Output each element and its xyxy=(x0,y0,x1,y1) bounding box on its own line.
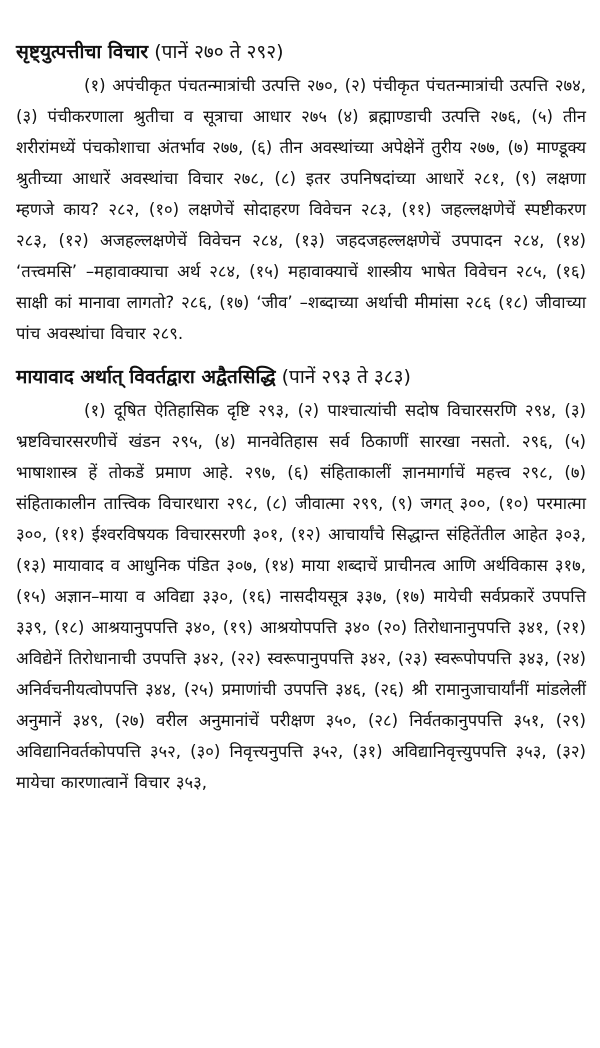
section-body: (१) दूषित ऐतिहासिक दृष्टि २९३, (२) पाश्चात्यांची सदोष विचारसरणि २९४, (३) भ्रष्टविचारसरणीचें खंडन २९५, (४) मानवेतिहास सर्व ठिकाणीं सारखा नसतो. २९६, (५) भाषाशास्त्र हें तोकडें प्रमाण आहे. २९७, (६) संहिताकालीं ज्ञानमार्गाचें महत्त्व २९८, (७) संहिताकालीन तात्त्विक विचारधारा २९८, (८) जीवात्मा २९९, (९) जगत् ३००, (१०) परमात्मा ३००, (११) ईश्वरविषयक विचारसरणी ३०१, (१२) आचार्यांचे सिद्धान्त संहितेंतील आहेत ३०३, (१३) मायावाद व आधुनिक पंडित ३०७, (१४) माया शब्दाचें प्राचीनत्व आणि अर्थविकास ३१७, (१५) अज्ञान–माया व अविद्या ३३०, (१६) नासदीयसूत्र ३३७, (१७) मायेची सर्वप्रकारें उपपत्ति ३३९, (१८) आश्रयानुपपत्ति ३४०, (१९) आश्रयोपपत्ति ३४० (२०) तिरोधानानुपपत्ति ३४१, (२१) अविद्येनें तिरोधानाची उपपत्ति ३४२, (२२) स्वरूपानुपपत्ति ३४२, (२३) स्वरूपोपपत्ति ३४३, (२४) अनिर्वचनीयत्वोपपत्ति ३४४, (२५) प्रमाणांची उपपत्ति ३४६, (२६) श्री रामानुजाचार्यांनीं मांडलेलीं अनुमानें ३४९, (२७) वरील अनुमानांचें परीक्षण ३५०, (२८) निर्वतकानुपपत्ति ३५१, (२९) अविद्यानिवर्तकोपपत्ति ३५२, (३०) निवृत्त्यनुपत्ति ३५२, (३१) अविद्यानिवृत्त्युपपत्ति ३५३, (३२) मायेचा कारणात्वानें विचार ३५३, xyxy=(16,401,586,792)
page-range: (पानें २९३ ते ३८३) xyxy=(275,366,411,388)
section-body: (१) अपंचीकृत पंचतन्मात्रांची उत्पत्ति २७०, (२) पंचीकृत पंचतन्मात्रांची उत्पत्ति २७४, (३) पंचीकरणाला श्रुतीचा व सूत्राचा आधार २७५ (४) ब्रह्माण्डाची उत्पत्ति २७६, (५) तीन शरीरांमध्यें पंचकोशाचा अंतर्भाव २७७, (६) तीन अवस्थांच्या अपेक्षेनें तुरीय २७७, (७) माण्डूक्य श्रुतीच्या आधारें अवस्थांचा विचार २७८, (८) इतर उपनिषदांच्या आधारें २८१, (९) लक्षणा म्हणजे काय? २८२, (१०) लक्षणेचें सोदाहरण विवेचन २८३, (११) जहल्लक्षणेचें स्पष्टीकरण २८३, (१२) अजहल्लक्षणेचें विवेचन २८४, (१३) जहदजहल्लक्षणेचें उपपादन २८४, (१४) ‘तत्त्वमसि’ –महावाक्याचा अर्थ २८४, (१५) महावाक्याचें शास्त्रीय भाषेत विवेचन २८५, (१६) साक्षी कां मानावा लागतो? २८६, (१७) ‘जीव’ –शब्दाच्या अर्थाची मीमांसा २८६ (१८) जीवाच्या पांच अवस्थांचा विचार २८९. xyxy=(16,76,586,343)
section-title: सृष्ट्युत्पत्तीचा विचार xyxy=(16,41,149,63)
page-range: (पानें २७० ते २९२) xyxy=(148,41,284,63)
section-heading xyxy=(16,363,586,391)
section-mayavada xyxy=(16,363,586,798)
section-title: मायावाद अर्थात् विवर्तद्वारा अद्वैतसिद्धि xyxy=(16,366,276,388)
section-creation xyxy=(16,38,586,349)
section-heading xyxy=(16,38,586,66)
